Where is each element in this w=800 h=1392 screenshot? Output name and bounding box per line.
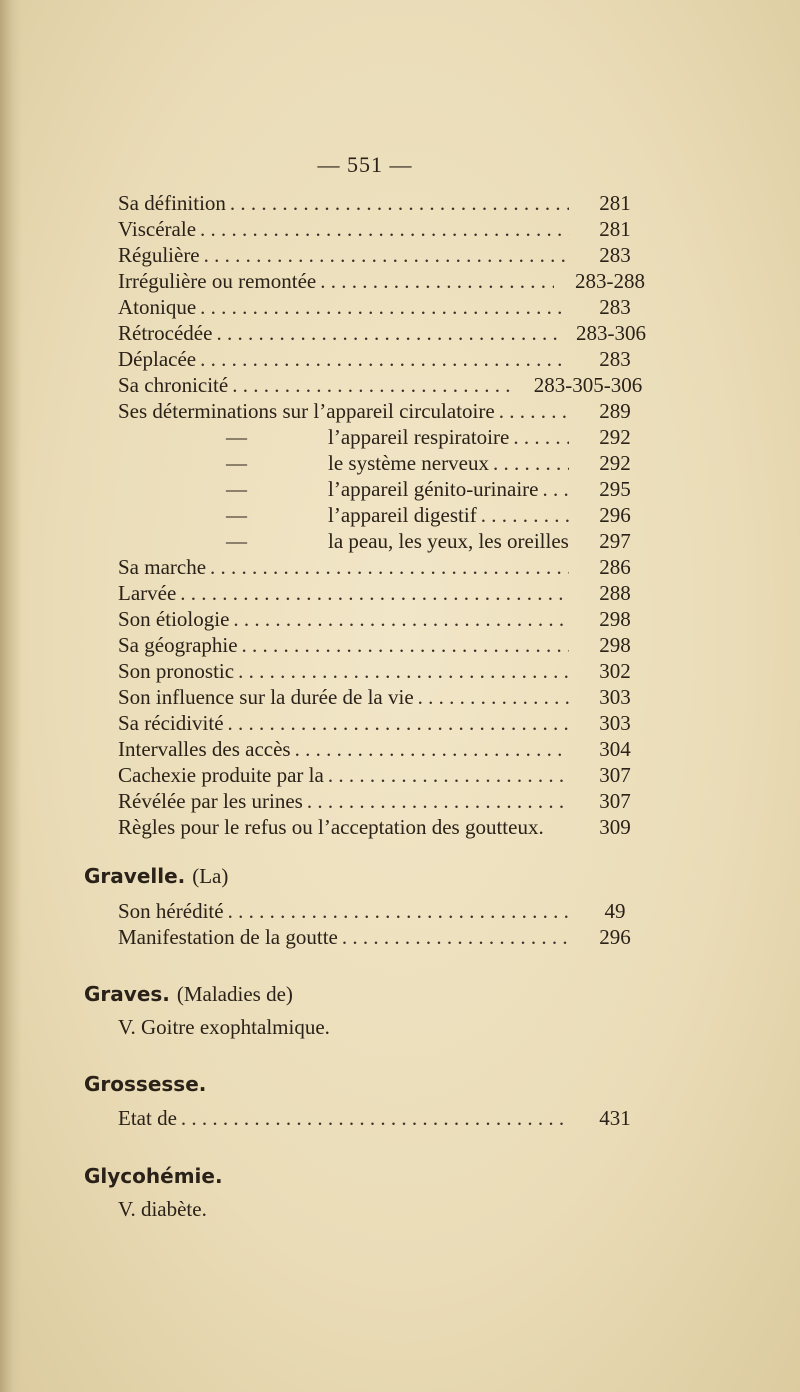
entry-label: Son influence sur la durée de la vie [118,685,414,709]
index-heading-grossesse [84,1070,206,1098]
ditto-dash: — [226,529,247,553]
entry-page: 298 [599,607,631,631]
entry-page: 304 [599,737,631,761]
entry-label: Viscérale [118,217,197,241]
index-entry [118,736,573,762]
index-entry [118,372,518,398]
entry-page: 283 [599,243,631,267]
sub-entry [328,476,573,502]
index-entry [118,788,573,814]
entry-page: 292 [599,451,631,475]
entry-label: Déplacée [118,347,197,371]
entry-label: Révélée par les urines [118,789,303,813]
dot-leader [228,898,569,924]
dot-leader [200,346,569,372]
sub-entry [328,424,573,450]
page-edge-shadow [0,0,22,1392]
entry-page: 286 [599,555,631,579]
index-entry [118,710,573,736]
dot-leader [328,762,569,788]
index-entry [118,268,558,294]
dot-leader [418,684,569,710]
heading-qualifier: (Maladies de) [176,982,293,1006]
dot-leader [230,190,569,216]
dot-leader [295,736,569,762]
sub-entry-label: la peau, les yeux, les oreilles [328,529,569,553]
entry-page: 49 [604,899,626,923]
entry-page: 309 [599,815,631,839]
ditto-dash: — [226,503,247,527]
entry-label: Sa récidivité [118,711,224,735]
index-entry [118,580,573,606]
entry-label: l’appareil génito-urinaire [328,477,539,501]
entry-label: Larvée [118,581,177,605]
entry-label: Etat de [118,1106,177,1130]
index-entry [118,294,573,320]
entry-page: 283-306 [576,321,646,345]
heading-text: Grossesse. [84,1072,207,1096]
index-entry [118,190,573,216]
entry-page: 295 [599,477,631,501]
index-entry [118,398,573,424]
entry-label: Son hérédité [118,899,224,923]
index-entry [118,346,573,372]
heading-text: Gravelle. [84,864,186,888]
entry-page: 303 [599,711,631,735]
dot-leader [481,502,569,528]
index-entry [118,658,573,684]
index-entry [118,1105,573,1131]
entry-page: 292 [599,425,631,449]
dot-leader [200,216,569,242]
entry-label: Atonique [118,295,197,319]
entry-page: 303 [599,685,631,709]
index-heading-glycohemie [84,1162,223,1190]
index-entry [118,762,573,788]
entry-page: 281 [599,191,631,215]
entry-page: 288 [599,581,631,605]
index-entry [118,632,573,658]
see-reference: V. Goitre exophtalmique. [118,1015,330,1039]
dot-leader [307,788,569,814]
dot-leader [233,606,569,632]
dot-leader [204,242,569,268]
entry-label: Son pronostic [118,659,235,683]
entry-label: le système nerveux [328,451,489,475]
entry-label: Sa définition [118,191,226,215]
index-entry [118,684,573,710]
entry-label: Son étiologie [118,607,230,631]
dot-leader [242,632,569,658]
dot-leader [181,1105,569,1131]
dot-leader [513,424,569,450]
entry-label: Sa marche [118,555,207,579]
dot-leader [493,450,569,476]
entry-label: Ses déterminations sur l’appareil circulatoire [118,399,495,423]
entry-page: 302 [599,659,631,683]
page-number: — 551 — [317,152,413,177]
heading-qualifier: (La) [192,864,229,888]
ditto-dash: — [226,425,247,449]
sub-entry [328,502,573,528]
entry-page: 296 [599,503,631,527]
dot-leader [542,476,569,502]
entry-label: Irrégulière ou remontée [118,269,317,293]
entry-page: 289 [599,399,631,423]
dot-leader [180,580,569,606]
dot-leader [232,372,514,398]
index-entry [118,320,564,346]
index-entry [118,242,573,268]
entry-label: Sa chronicité [118,373,229,397]
dot-leader [320,268,554,294]
entry-page: 307 [599,763,631,787]
heading-text: Glycohémie. [84,1164,223,1188]
index-entry-label: Règles pour le refus ou l’acceptation des goutteux. [118,815,544,839]
index-entry [118,924,573,950]
sub-entry [328,450,573,476]
dot-leader [342,924,569,950]
entry-page: 281 [599,217,631,241]
index-entry [118,554,573,580]
entry-page: 283-288 [575,269,645,293]
entry-label: l’appareil respiratoire [328,425,510,449]
entry-page: 297 [599,529,631,553]
entry-page: 283 [599,295,631,319]
ditto-dash: — [226,451,247,475]
dot-leader [238,658,569,684]
entry-page: 307 [599,789,631,813]
entry-page: 431 [599,1106,631,1130]
entry-label: Cachexie produite par la [118,763,324,787]
entry-page: 283-305-306 [533,373,643,397]
index-entry [118,898,573,924]
index-entry [118,606,573,632]
entry-page: 298 [599,633,631,657]
entry-page: 283 [599,347,631,371]
dot-leader [210,554,569,580]
entry-label: Rétrocédée [118,321,213,345]
dot-leader [228,710,569,736]
dot-leader [200,294,569,320]
entry-label: Intervalles des accès [118,737,291,761]
entry-page: 296 [599,925,631,949]
dot-leader [216,320,560,346]
see-reference: V. diabète. [118,1197,207,1221]
entry-label: Régulière [118,243,200,267]
entry-label: Manifestation de la goutte [118,925,338,949]
entry-label: Sa géographie [118,633,238,657]
index-heading-graves [84,980,293,1008]
dot-leader [499,398,569,424]
heading-text: Graves. [84,982,170,1006]
entry-label: l’appareil digestif [328,503,477,527]
index-heading-gravelle [84,862,228,890]
index-entry [118,216,573,242]
ditto-dash: — [226,477,247,501]
